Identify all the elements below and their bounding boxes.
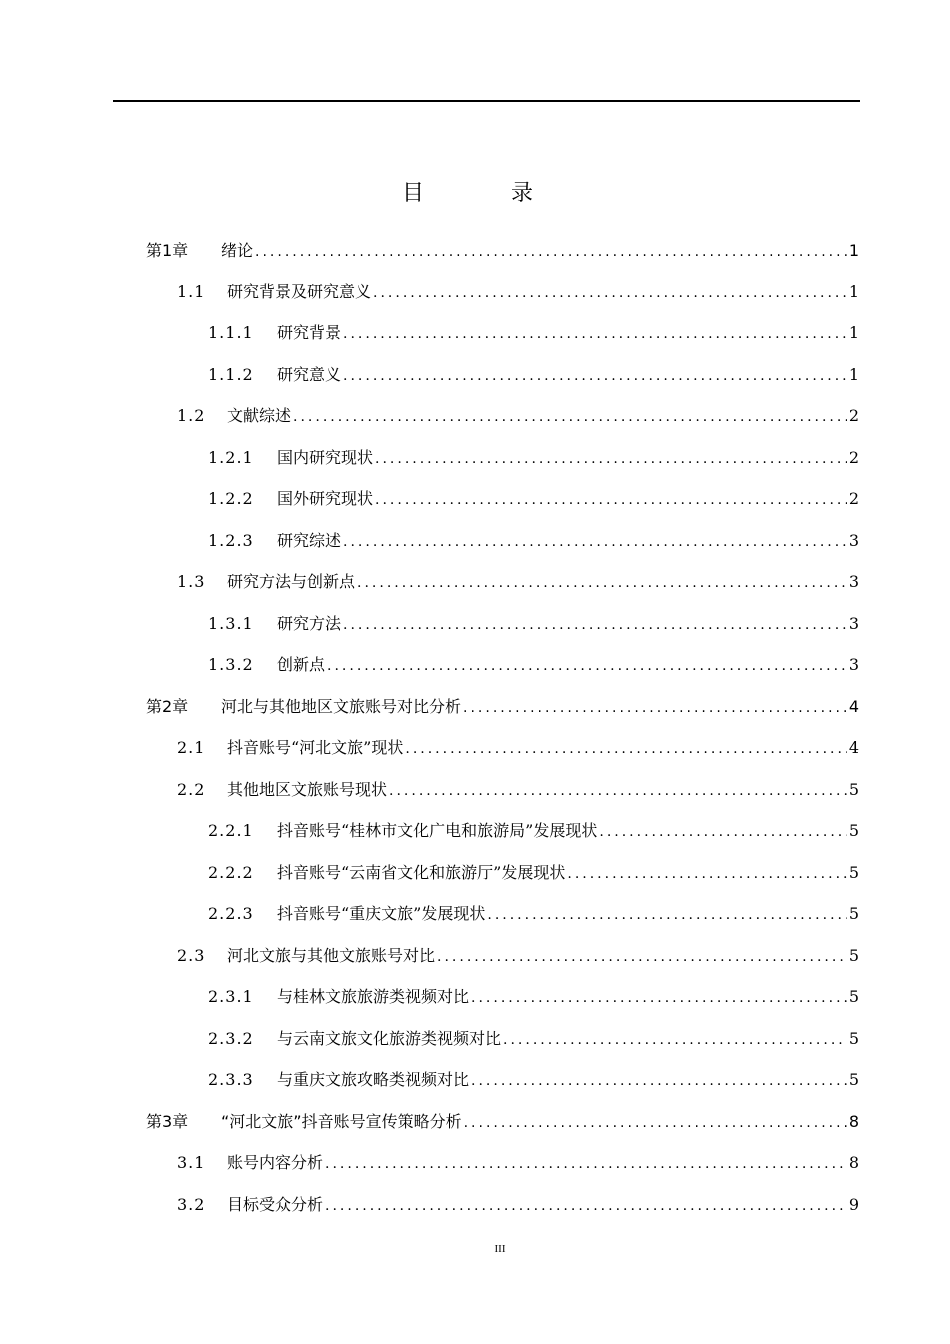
dot-leader [375,447,847,471]
dot-leader [343,613,847,637]
toc-entry-page: 5 [848,863,859,882]
toc-entry-number: 1.1 [177,282,206,301]
toc-entry-title: 文献综述 [227,406,292,425]
dot-leader [357,571,847,595]
toc-entry-number: 1.3.2 [208,655,254,674]
dot-leader [599,820,846,844]
toc-entry-page: 4 [848,697,859,716]
toc-entry-title: 账号内容分析 [227,1153,324,1172]
dot-leader [343,530,847,554]
toc-entry-title: 抖音账号“云南省文化和旅游厅”发展现状 [277,863,566,882]
toc-entry[interactable] [177,736,859,760]
toc-entry-title: 研究背景及研究意义 [227,282,372,301]
dot-leader [567,862,846,886]
dot-leader [437,945,847,969]
toc-entry[interactable] [177,944,859,968]
toc-entry-page: 4 [848,738,859,757]
dot-leader [405,737,846,761]
toc-entry-page: 1 [848,323,859,342]
dot-leader [343,364,847,388]
toc-entry[interactable] [208,653,859,677]
dot-leader [325,1152,847,1176]
toc-entry[interactable] [208,1027,859,1051]
toc-entry[interactable] [146,239,859,263]
toc-entry-number: 2.2 [177,780,206,799]
toc-entry[interactable] [208,902,859,926]
toc-entry-title: 与桂林文旅旅游类视频对比 [277,987,470,1006]
toc-entry-number: 2.2.3 [208,904,254,923]
dot-leader [293,405,847,429]
toc-entry-number: 第1章 [146,241,189,260]
toc-entry-page: 5 [848,987,859,1006]
toc-entry-number: 2.2.1 [208,821,254,840]
toc-entry-title: 绪论 [221,241,254,260]
toc-entry-page: 5 [848,904,859,923]
toc-entry[interactable] [177,1151,859,1175]
toc-entry[interactable] [208,861,859,885]
toc-entry-number: 3.2 [177,1195,206,1214]
toc-entry[interactable] [208,321,859,345]
toc-entry-number: 1.3 [177,572,206,591]
toc-entry[interactable] [177,570,859,594]
toc-entry-page: 1 [848,365,859,384]
toc-entry-page: 9 [848,1195,859,1214]
dot-leader [327,654,847,678]
toc-entry-title: 研究背景 [277,323,342,342]
toc-entry-page: 1 [848,241,859,260]
toc-entry-title: 抖音账号“河北文旅”现状 [227,738,404,757]
toc-entry[interactable] [177,404,859,428]
toc-entry-page: 3 [848,531,859,550]
toc-entry-page: 2 [848,406,859,425]
dot-leader [389,779,847,803]
toc-entry-title: 国内研究现状 [277,448,374,467]
toc-entry-title: 研究方法 [277,614,342,633]
toc-entry[interactable] [146,695,859,719]
toc-entry-title: “河北文旅”抖音账号宣传策略分析 [221,1112,462,1131]
toc-entry-number: 第3章 [146,1112,189,1131]
toc-entry-number: 1.1.2 [208,365,254,384]
toc-entry-page: 5 [848,821,859,840]
toc-entry-title: 河北与其他地区文旅账号对比分析 [221,697,462,716]
toc-entry[interactable] [177,1193,859,1217]
toc-entry[interactable] [177,280,859,304]
toc-entry[interactable] [208,985,859,1009]
toc-entry[interactable] [208,363,859,387]
toc-entry-title: 抖音账号“桂林市文化广电和旅游局”发展现状 [277,821,598,840]
toc-entry-title: 河北文旅与其他文旅账号对比 [227,946,436,965]
toc-entry-page: 3 [848,572,859,591]
toc-entry[interactable] [208,612,859,636]
toc-entry-title: 研究方法与创新点 [227,572,356,591]
toc-entry-page: 5 [848,1070,859,1089]
toc-entry[interactable] [146,1110,859,1134]
toc-entry-number: 1.2.3 [208,531,254,550]
toc-entry-page: 8 [848,1112,859,1131]
toc-entry[interactable] [208,819,859,843]
toc-entry-page: 5 [848,946,859,965]
toc-entry-number: 1.2.2 [208,489,254,508]
toc-entry-page: 3 [848,614,859,633]
toc-entry-title: 与云南文旅文化旅游类视频对比 [277,1029,502,1048]
toc-entry-title: 研究综述 [277,531,342,550]
toc-entry-title: 与重庆文旅攻略类视频对比 [277,1070,470,1089]
dot-leader [464,1111,847,1135]
toc-entry-number: 2.2.2 [208,863,254,882]
dot-leader [471,1069,847,1093]
toc-entry-number: 第2章 [146,697,189,716]
dot-leader [375,488,847,512]
dot-leader [463,696,847,720]
toc-entry[interactable] [208,446,859,470]
dot-leader [343,322,847,346]
toc-entry-page: 5 [848,1029,859,1048]
header-rule [113,100,860,102]
toc-entry-page: 3 [848,655,859,674]
dot-leader [503,1028,847,1052]
toc-entry-title: 目标受众分析 [227,1195,324,1214]
toc-entry-title: 其他地区文旅账号现状 [227,780,388,799]
toc-entry-number: 2.3 [177,946,206,965]
toc-entry-number: 1.1.1 [208,323,254,342]
dot-leader [255,240,847,264]
toc-entry[interactable] [177,778,859,802]
toc-entry-page: 8 [848,1153,859,1172]
toc-entry-page: 1 [848,282,859,301]
toc-entry-page: 2 [848,489,859,508]
toc-entry-title: 抖音账号“重庆文旅”发展现状 [277,904,486,923]
toc-entry-title: 研究意义 [277,365,342,384]
toc-entry-number: 2.1 [177,738,206,757]
dot-leader [471,986,847,1010]
toc-entry[interactable] [208,487,859,511]
dot-leader [373,281,847,305]
dot-leader [487,903,846,927]
dot-leader [325,1194,847,1218]
toc-entry[interactable] [208,529,859,553]
toc-entry-number: 2.3.2 [208,1029,254,1048]
toc-entry-number: 1.2.1 [208,448,254,467]
toc-entry-number: 1.2 [177,406,206,425]
toc-entry-number: 2.3.1 [208,987,254,1006]
toc-entry-page: 2 [848,448,859,467]
toc-entry-number: 1.3.1 [208,614,254,633]
toc-entry-page: 5 [848,780,859,799]
toc-entry-number: 3.1 [177,1153,206,1172]
page-number: III [494,1243,506,1255]
toc-entry-title: 创新点 [277,655,326,674]
toc-entry-title: 国外研究现状 [277,489,374,508]
toc-entry[interactable] [208,1068,859,1092]
page-title: 目 录 [402,181,573,206]
toc-entry-number: 2.3.3 [208,1070,254,1089]
